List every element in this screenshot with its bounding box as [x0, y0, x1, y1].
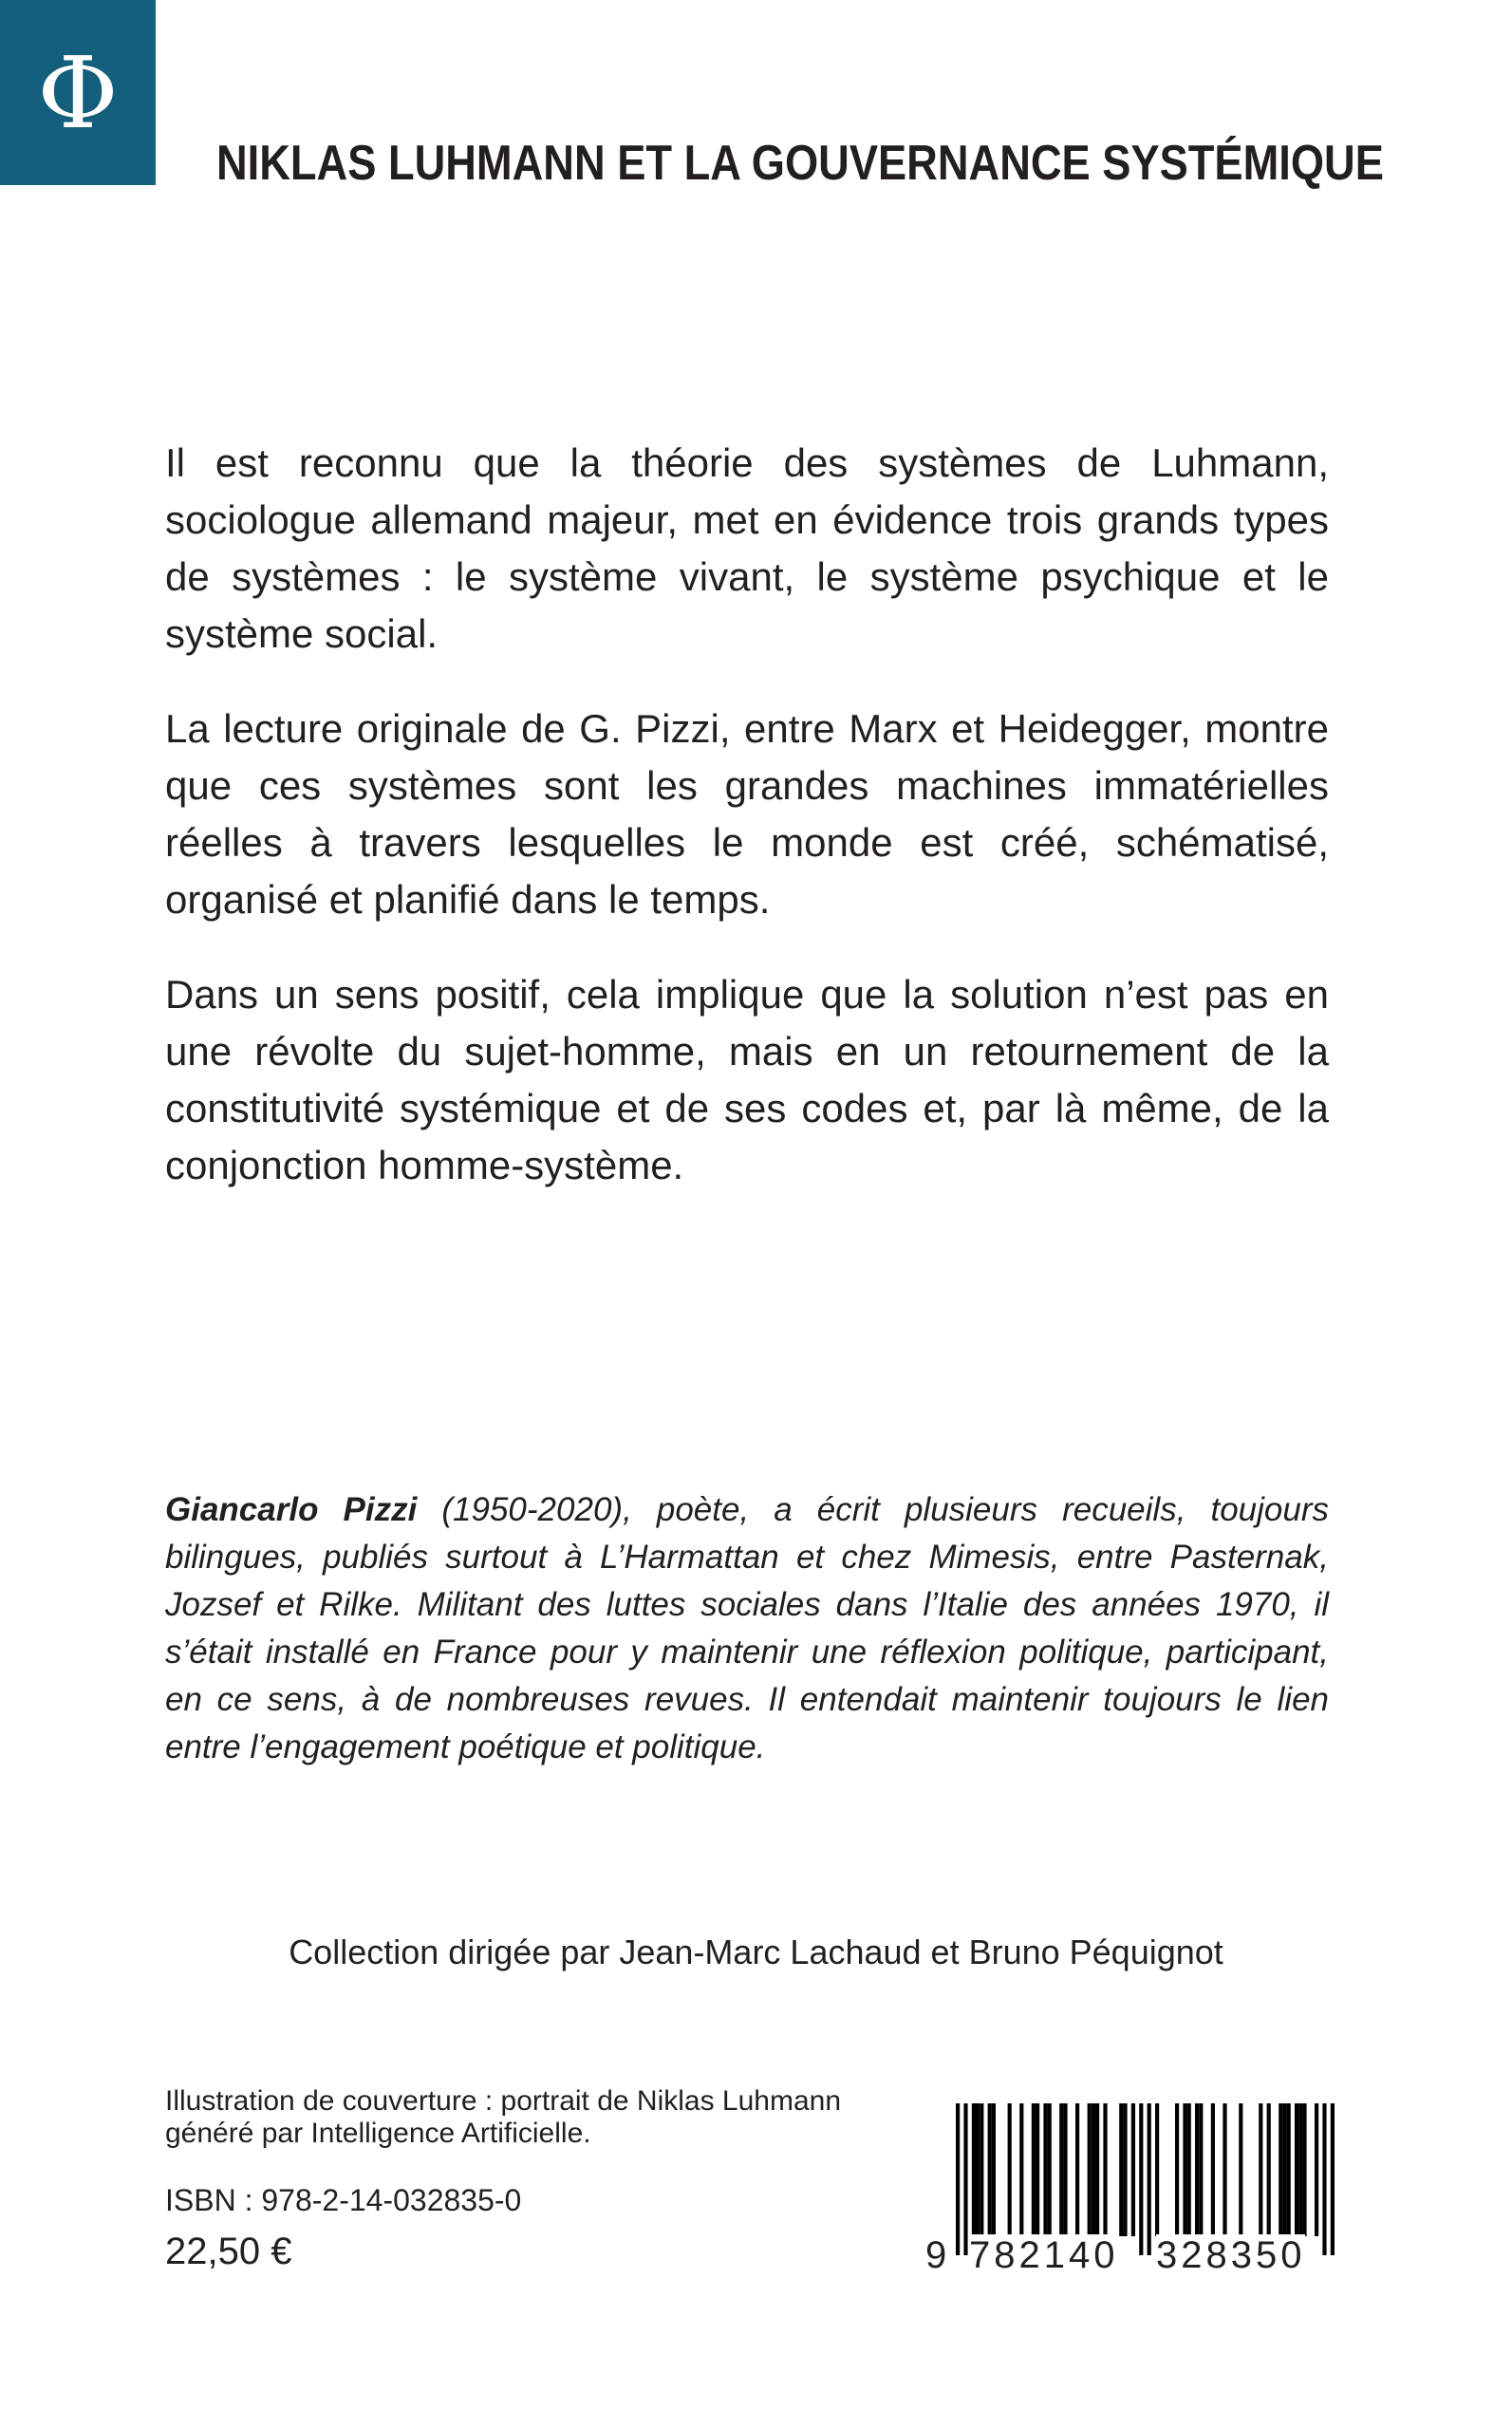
isbn: ISBN : 978-2-14-032835-0: [165, 2183, 522, 2217]
barcode-bar: [992, 2103, 996, 2236]
barcode-bar: [1211, 2103, 1215, 2236]
barcode-bar: [1155, 2103, 1159, 2236]
collection-credit: Collection dirigée par Jean-Marc Lachaud et Bruno Péquignot: [289, 1933, 1223, 1971]
barcode-right-group: 328350: [1156, 2234, 1306, 2276]
barcode-bar: [956, 2103, 960, 2255]
barcode-bar: [1295, 2103, 1298, 2236]
barcode-bar: [976, 2103, 980, 2236]
barcode-bar: [988, 2103, 992, 2236]
barcode-digit-first: 9: [925, 2234, 947, 2276]
barcode-bar: [1239, 2103, 1242, 2236]
barcode-bar: [1095, 2103, 1099, 2236]
barcode-bar: [1282, 2103, 1286, 2236]
barcode-bar: [1187, 2103, 1191, 2236]
summary-paragraph-3: Dans un sens positif, cela implique que la solution n’est pas en une révolte du sujet-homme, mais en un retournement de la constitutivité systémique et de ses codes et, par là même, de la conjonction homme-système.: [165, 972, 1329, 1187]
barcode-left-group: 782140: [969, 2234, 1119, 2276]
barcode-bar: [1123, 2103, 1127, 2236]
barcode-bar: [1195, 2103, 1199, 2236]
barcode-bar: [1331, 2103, 1335, 2255]
publisher-logo: [0, 0, 156, 185]
barcode-bar: [1279, 2103, 1282, 2236]
barcode-bar: [1315, 2103, 1318, 2236]
barcode-bar: [1175, 2103, 1179, 2236]
summary-paragraph-2: La lecture originale de G. Pizzi, entre Marx et Heidegger, montre que ces systèmes sont les grandes machines immatérielles réelles à travers lesquelles le monde est créé, schématisé, organisé et planifié dans le temps.: [165, 706, 1329, 922]
barcode-bar: [1088, 2103, 1092, 2236]
barcode-bar: [1139, 2103, 1143, 2255]
cover-illustration-credit: [165, 2085, 841, 2150]
barcode-bar: [963, 2103, 967, 2255]
barcode-bar: [1267, 2103, 1271, 2236]
author-bio: [165, 1486, 1329, 1771]
barcode-bar: [1092, 2103, 1095, 2236]
barcode-bar: [1287, 2103, 1291, 2236]
barcode-bar: [972, 2103, 976, 2236]
barcode-bar: [1148, 2103, 1151, 2255]
barcode-bar: [1075, 2103, 1079, 2236]
barcode-bar: [1298, 2103, 1302, 2236]
credit-line-1: Illustration de couverture : portrait de Niklas Luhmann: [165, 2085, 842, 2117]
barcode-bar: [1302, 2103, 1306, 2236]
barcode-digits: [925, 2234, 1335, 2282]
barcode-bar: [1103, 2103, 1107, 2236]
price: 22,50 €: [165, 2231, 292, 2272]
barcode-bar: [1183, 2103, 1186, 2236]
book-title: NIKLAS LUHMANN ET LA GOUVERNANCE SYSTÉMIQUE: [216, 136, 1384, 191]
barcode-bar: [1032, 2103, 1036, 2236]
barcode-bar: [1131, 2103, 1135, 2236]
barcode-bar: [1223, 2103, 1226, 2236]
barcode-bar: [1259, 2103, 1262, 2236]
barcode-bar: [1008, 2103, 1012, 2236]
barcode-bar: [1119, 2103, 1123, 2236]
phi-logo-icon: Φ: [37, 34, 119, 151]
barcode-bar: [1059, 2103, 1063, 2236]
author-name: Giancarlo Pizzi: [165, 1491, 418, 1528]
barcode-bar: [1043, 2103, 1047, 2236]
summary-paragraph-1: Il est reconnu que la théorie des systèmes de Luhmann, sociologue allemand majeur, met en évidence trois grands types de systèmes : le système vivant, le système psychique et le système social.: [165, 440, 1329, 656]
barcode-bar: [1019, 2103, 1023, 2236]
barcode-bar: [1036, 2103, 1039, 2236]
barcode-bar: [980, 2103, 983, 2236]
barcode-bar: [1063, 2103, 1067, 2236]
barcode-bar: [1048, 2103, 1052, 2236]
barcode-bar: [1199, 2103, 1203, 2236]
author-bio-text: (1950-2020), poète, a écrit plusieurs recueils, toujours bilingues, publiés surtout à L’Harmattan et chez Mimesis, entre Pasternak, Jozsef et Rilke. Militant des luttes sociales dans l’Italie des années 1970, il s’était installé en France pour y maintenir une réflexion politique, participant, en ce sens, à de nombreuses revues. Il entendait maintenir toujours le lien entre l’engagement poétique et politique.: [165, 1491, 1329, 1765]
barcode-bar: [1322, 2103, 1326, 2255]
credit-line-2: généré par Intelligence Artificielle.: [165, 2118, 591, 2149]
book-summary: [165, 435, 1329, 1232]
